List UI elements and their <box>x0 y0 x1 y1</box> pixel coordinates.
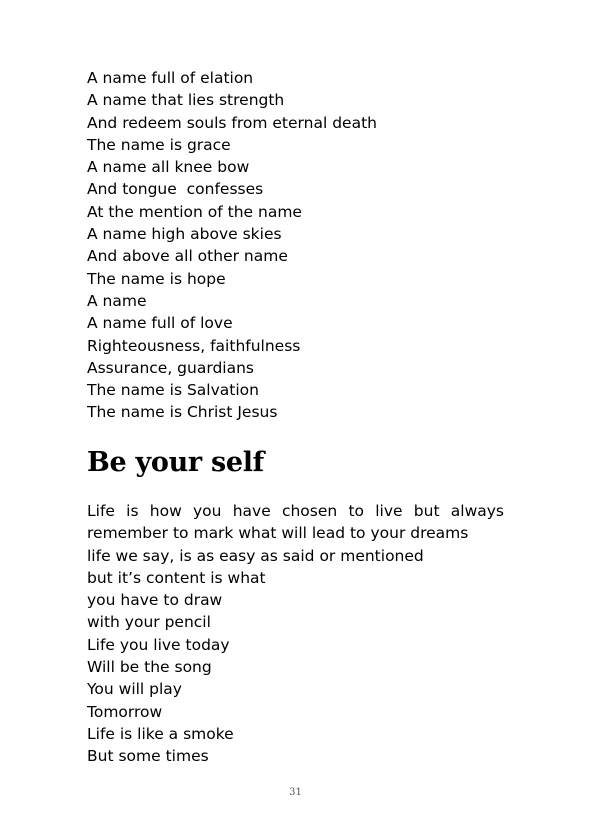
poem-line: A name high above skies <box>87 225 282 244</box>
poem-line: remember to mark what will lead to your dreams <box>87 524 469 543</box>
poem-line: Will be the song <box>87 658 212 677</box>
poem-be-your-self <box>87 500 504 768</box>
poem-line: you have to draw <box>87 591 223 610</box>
poem-line: Tomorrow <box>87 702 163 721</box>
poem-line: Life is how you have chosen to live but always <box>87 502 504 520</box>
poem-line: Life you live today <box>87 635 230 654</box>
poem-line: with your pencil <box>87 613 211 632</box>
poem-line: The name is Salvation <box>87 381 259 400</box>
poem-name-stanza <box>87 67 507 424</box>
page-number: 31 <box>289 787 302 798</box>
poem-line: Life is like a smoke <box>87 724 234 743</box>
poem-line: You will play <box>87 680 182 699</box>
poem-line: Righteousness, faithfulness <box>87 336 301 355</box>
section-heading: Be your self <box>87 447 265 478</box>
poem-line: At the mention of the name <box>87 202 302 221</box>
poem-line: A name full of elation <box>87 69 254 87</box>
poem-line: A name <box>87 291 147 310</box>
poem-line: A name full of love <box>87 314 233 333</box>
poem-line: The name is hope <box>87 269 226 288</box>
poem-line: The name is Christ Jesus <box>87 403 278 422</box>
poem-line: Assurance, guardians <box>87 358 254 377</box>
poem-line: life we say, is as easy as said or mentioned <box>87 546 424 565</box>
poem-line: A name that lies strength <box>87 91 285 110</box>
poem-line: A name all knee bow <box>87 158 250 177</box>
poem-line: But some times <box>87 747 209 766</box>
poem-line: but it’s content is what <box>87 568 266 587</box>
poem-line: And above all other name <box>87 247 288 266</box>
poem-line: The name is grace <box>87 135 231 154</box>
poem-line: And redeem souls from eternal death <box>87 113 377 132</box>
poem-line: And tongue confesses <box>87 180 264 199</box>
